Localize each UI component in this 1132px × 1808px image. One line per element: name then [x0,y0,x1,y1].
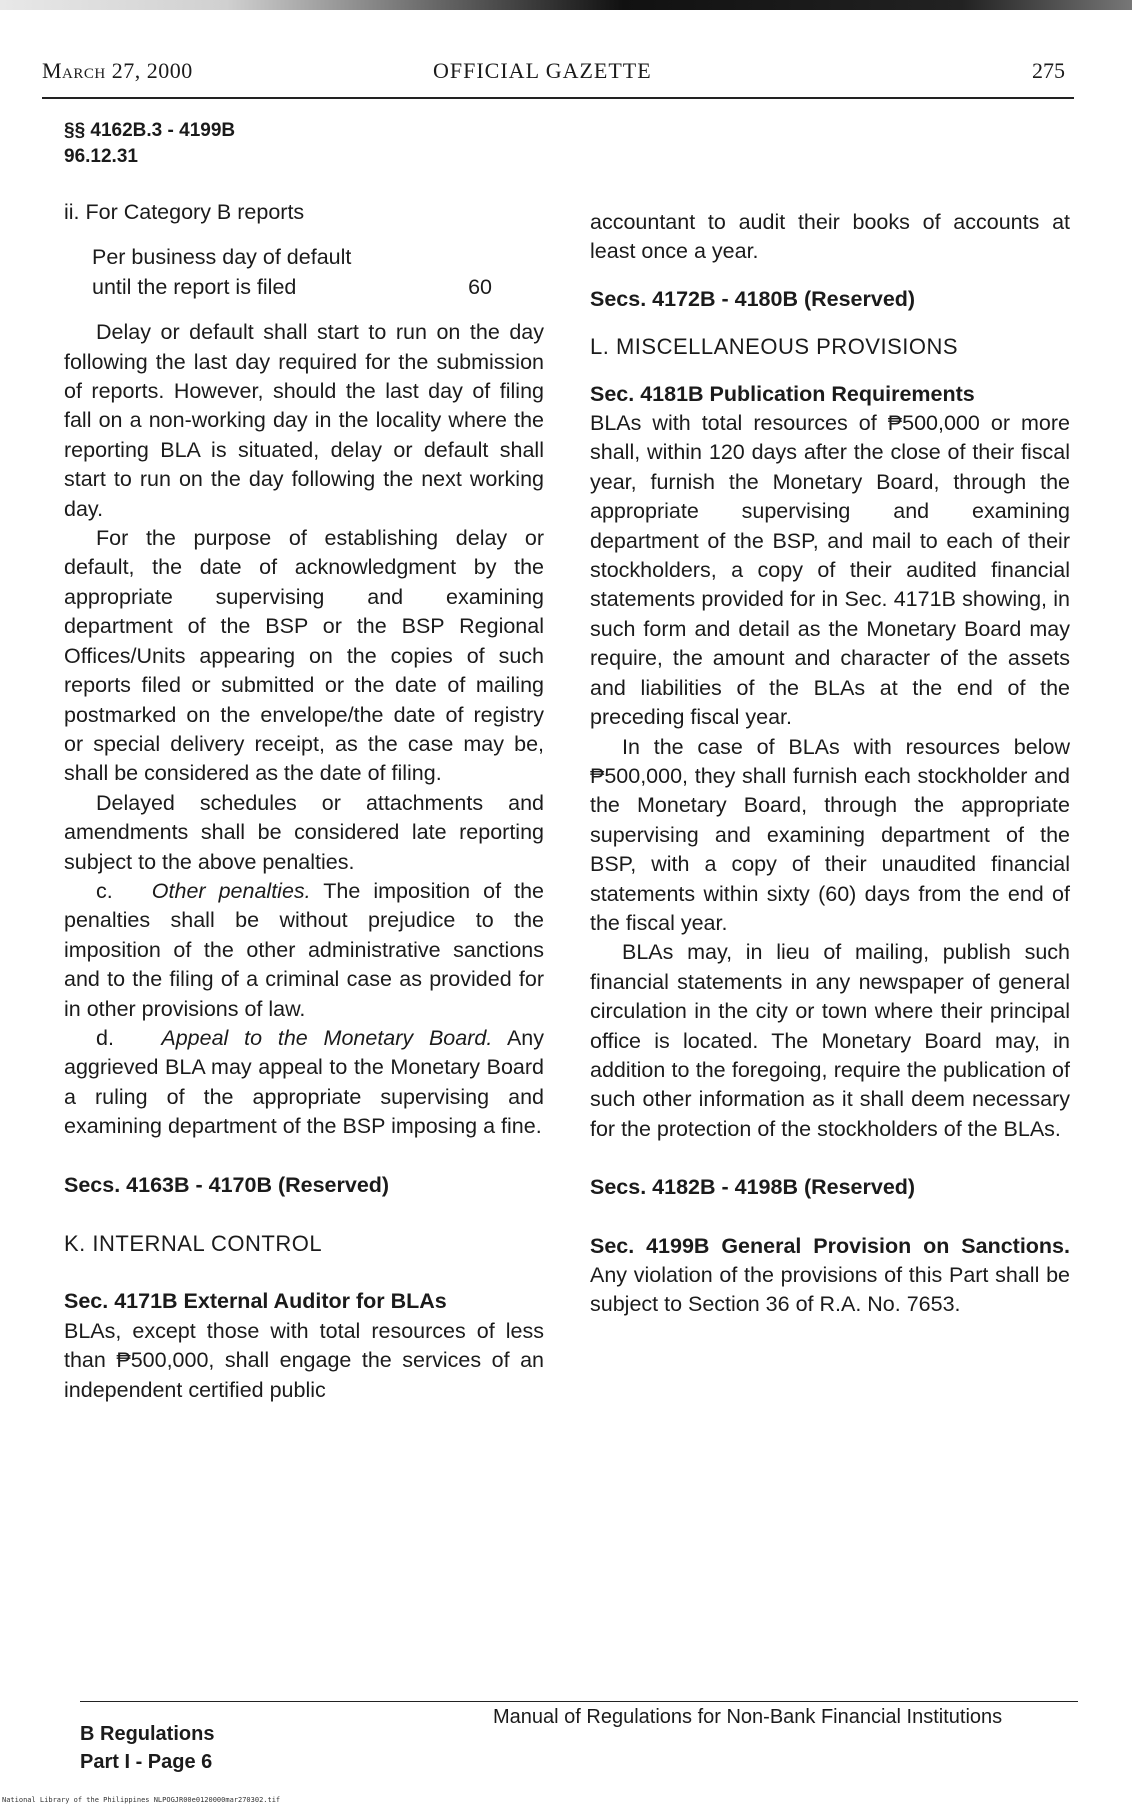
auditor-continuation: accountant to audit their books of accounts at least once a year. [590,210,1070,264]
footer-manual-title: Manual of Regulations for Non-Bank Financial Institutions [493,1706,1003,1728]
reserved-secs-4172-4180: Secs. 4172B - 4180B (Reserved) [590,286,916,311]
header-title: OFFICIAL GAZETTE [433,58,652,83]
paragraph-appeal [64,1024,544,1142]
sec-4171b-title: Sec. 4171B External Auditor for BLAs [64,1289,447,1314]
heading-miscellaneous-provisions: L. MISCELLANEOUS PROVISIONS [590,334,959,360]
item-c-text: The imposition of the penalties shall be without prejudice to the imposition of the other administrative sanctions and to the filing of a criminal case as provided for in other provisions of law. [64,878,544,1021]
paragraph-delay: Delay or default shall start to run on the day following the last day required for the submission of reports. However, should the last day of filing fall on a non-working day in the locality where the reporting BLA is situated, delay or default shall start to run on the day following the next working day. [64,320,544,521]
heading-internal-control: K. INTERNAL CONTROL [64,1231,323,1256]
penalty-line-2: until the report is filed [92,274,297,299]
footer-part-page: Part I - Page 6 [80,1751,213,1773]
sec-4181b-text: BLAs with total resources of ₱500,000 or more shall, within 120 days after the close of their fiscal year, furnish the Monetary Board, through the appropriate supervising and examining department of the BSP, and mail to each of their stockholders, a copy of their audited financial statements provided for in Sec. 4171B showing, in such form and detail as the Monetary Board may require, the amount and character of the assets and liabilities of the BLAs at the end of the preceding fiscal year. [590,411,1070,730]
reserved-secs-4182-4198: Secs. 4182B - 4198B (Reserved) [590,1175,916,1200]
item-d-label: d. [96,1025,114,1050]
penalty-table [64,243,544,302]
penalty-row [92,273,492,302]
penalty-line-1: Per business day of default [92,245,352,270]
paragraph-publish: BLAs may, in lieu of mailing, publish such financial statements in any newspaper of general circulation in the city or town where their principal office is located. The Monetary Board may, in addition to the foregoing, require the publication of such other information as it shall deem necessary for the protection of the stockholders of the BLAs. [590,940,1070,1141]
footer-regulations: B Regulations [80,1723,215,1745]
footer-left [80,1720,214,1776]
paragraph-other-penalties [64,877,544,1024]
right-column [590,208,1070,1320]
sec-4199b-paragraph [590,1232,1070,1320]
sec-4171b-text: BLAs, except those with total resources of less than ₱500,000, shall engage the services of an independent certified public [64,1318,544,1402]
item-c-label: c. [96,878,113,903]
sec-4181b-title: Sec. 4181B Publication Requirements [590,381,975,406]
sec-4199b-title: Sec. 4199B General Provision on Sanctions. [590,1233,1070,1258]
scan-edge [0,0,1132,10]
section-reference [64,118,235,170]
paragraph-below-500000: In the case of BLAs with resources below ₱500,000, they shall furnish each stockholder and the Monetary Board, through the appropriate supervising and examining department of the BSP, with a copy of their unaudited financial statements within sixty (60) days from the end of the fiscal year. [590,734,1070,935]
reserved-secs-4163-4170: Secs. 4163B - 4170B (Reserved) [64,1172,390,1197]
item-d-text: Any aggrieved BLA may appeal to the Monetary Board a ruling of the appropriate supervising and examining department of the BSP imposing a fine. [64,1025,544,1139]
paragraph-delayed-schedules: Delayed schedules or attachments and amendments shall be considered late reporting subject to the above penalties. [64,790,544,874]
header-date: March 27, 2000 [42,58,193,83]
paragraph-purpose: For the purpose of establishing delay or default, the date of acknowledgment by the appropriate supervising and examining department of the BSP or the BSP Regional Offices/Units appearing on the copies of such reports filed or submitted or the date of mailing postmarked on the envelope/the date of registry or special delivery receipt, as the case may be, shall be considered as the date of filing. [64,526,544,786]
item-d-title: Appeal to the Monetary Board. [161,1025,493,1050]
item-c-title: Other penalties. [151,878,311,903]
section-date-code: 96.12.31 [64,146,138,167]
header-rule [42,97,1074,99]
footer-rule [80,1701,1078,1702]
penalty-amount: 60 [468,274,492,299]
sec-4199b-text: Any violation of the provisions of this Part shall be subject to Section 36 of R.A. No. 7653. [590,1263,1070,1317]
left-column [64,198,544,1405]
scan-note: National Library of the Philippines NLPOGJR00e0120000mar270302.tif [2,1796,281,1804]
category-b-heading: ii. For Category B reports [64,200,305,224]
header-page-number: 275 [1032,58,1065,83]
section-range: §§ 4162B.3 - 4199B [64,120,236,141]
